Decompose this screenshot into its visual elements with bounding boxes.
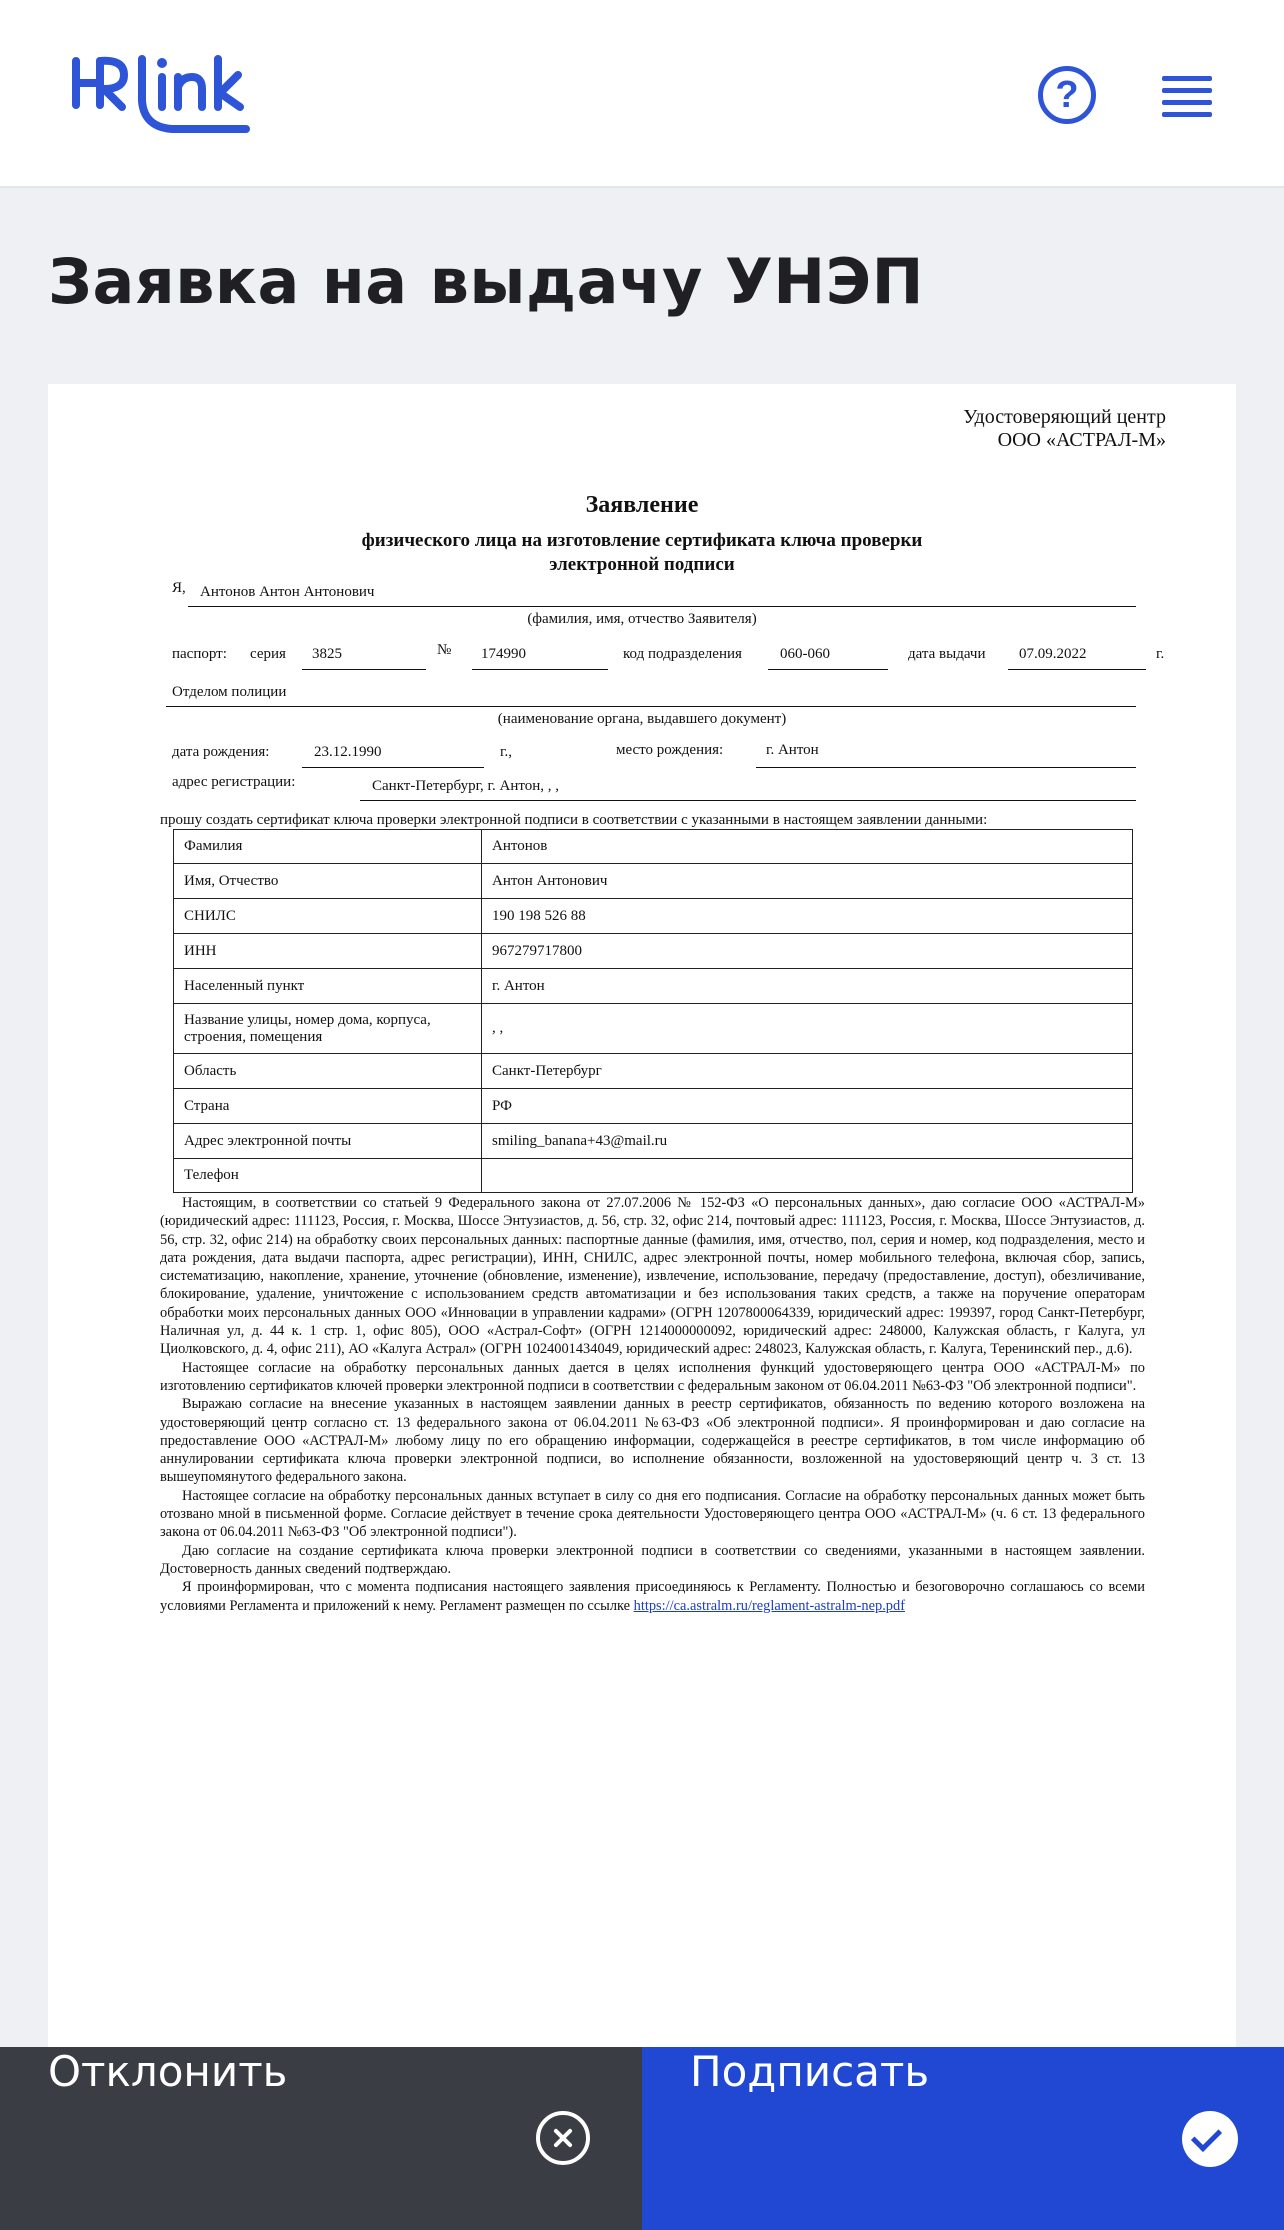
passport-number: 174990 xyxy=(481,646,526,662)
passport-label: паспорт: xyxy=(172,646,227,662)
table-key: Фамилия xyxy=(174,830,482,864)
table-key: Имя, Отчество xyxy=(174,864,482,899)
help-icon[interactable]: ? xyxy=(1038,66,1096,124)
table-value: 190 198 526 88 xyxy=(482,899,1133,934)
consent-paragraph: Настоящее согласие на обработку персональных данных дается в целях исполнения функций удостоверяющего центра ООО «АСТРАЛ-М» по изготовлению сертификатов ключей проверки электронной подписи в соответствии с федеральным законом от 06.04.2011 №63-ФЗ "Об электронной подписи". xyxy=(160,1359,1145,1394)
reg-address: Санкт-Петербург, г. Антон, , , xyxy=(372,778,560,794)
doc-title: Заявление xyxy=(585,492,699,518)
table-value: Санкт-Петербург xyxy=(482,1054,1133,1089)
birth-year-suffix: г., xyxy=(500,744,512,760)
issuer-caption: (наименование органа, выдавшего документ) xyxy=(497,711,787,727)
division-code-label: код подразделения xyxy=(623,646,742,662)
request-text: прошу создать сертификат ключа проверки электронной подписи в соответствии с указанными в настоящем заявлении данными: xyxy=(160,812,988,828)
table-row xyxy=(174,934,1133,969)
doc-subtitle xyxy=(48,529,1236,577)
reject-label: Отклонить xyxy=(48,2047,288,2096)
reg-address-label: адрес регистрации: xyxy=(172,774,296,790)
table-value: smiling_banana+43@mail.ru xyxy=(482,1124,1133,1159)
table-value xyxy=(482,1159,1133,1193)
applicant-data-table xyxy=(173,829,1133,1193)
consent-paragraph: Выражаю согласие на внесение указанных в настоящем заявлении данных в реестр сертификатов, обязанность по ведению которого возложена на удостоверяющий центр согласно ст. 13 федерального закона от 06.04.2011 №63-ФЗ «Об электронной подписи». Я проинформирован и даю согласие на предоставление ООО «АСТРАЛ-М» любому лицу по его обращению информации, содержащейся в реестре сертификатов, в том числе информацию об аннулировании сертификата ключа проверки электронной подписи, во исполнение обязанности, возложенной на удостоверяющий центр ч. 3 ст. 13 вышеупомянутого федерального закона. xyxy=(160,1396,1145,1486)
table-row xyxy=(174,830,1133,864)
table-key: Адрес электронной почты xyxy=(174,1124,482,1159)
table-row xyxy=(174,1124,1133,1159)
table-row xyxy=(174,1159,1133,1193)
check-circle-icon xyxy=(1182,2111,1238,2167)
page-title: Заявка на выдачу УНЭП xyxy=(48,245,925,318)
table-key: Страна xyxy=(174,1089,482,1124)
reglament-text: Я проинформирован, что с момента подписания настоящего заявления присоединяюсь к Регламенту. Полностью и безоговорочно соглашаюсь со всеми условиями Регламента и приложений к нему. Регламент размещен по ссылке xyxy=(160,1579,1145,1614)
fio-caption: (фамилия, имя, отчество Заявителя) xyxy=(527,611,757,627)
applicant-fio: Антонов Антон Антонович xyxy=(200,584,375,600)
close-circle-icon xyxy=(536,2111,590,2165)
doc-subtitle-line: электронной подписи xyxy=(549,554,735,575)
table-row xyxy=(174,864,1133,899)
table-row xyxy=(174,899,1133,934)
table-row xyxy=(174,1054,1133,1089)
table-value: г. Антон xyxy=(482,969,1133,1004)
birth-place: г. Антон xyxy=(766,742,819,758)
passport-series: 3825 xyxy=(312,646,342,662)
table-row xyxy=(174,969,1133,1004)
table-value: Антонов xyxy=(482,830,1133,864)
table-key: СНИЛС xyxy=(174,899,482,934)
issue-date-label: дата выдачи xyxy=(908,646,986,662)
table-row xyxy=(174,1089,1133,1124)
table-key: Телефон xyxy=(174,1159,482,1193)
ya-label: Я, xyxy=(172,580,186,596)
birth-date-label: дата рождения: xyxy=(172,744,270,760)
table-value: 967279717800 xyxy=(482,934,1133,969)
table-row xyxy=(174,1004,1133,1054)
birth-date: 23.12.1990 xyxy=(314,744,382,760)
year-suffix: г. xyxy=(1156,646,1165,662)
addressee-line: Удостоверяющий центр xyxy=(963,406,1166,428)
table-value: Антон Антонович xyxy=(482,864,1133,899)
division-code: 060-060 xyxy=(780,646,830,662)
consent-paragraph: Даю согласие на создание сертификата ключа проверки электронной подписи в соответствии со сведениями, указанными в настоящем заявлении. Достоверность данных сведений подтверждаю. xyxy=(160,1542,1145,1577)
passport-issuer: Отделом полиции xyxy=(172,684,287,700)
table-value: , , xyxy=(482,1004,1133,1054)
series-label: серия xyxy=(250,646,286,662)
number-label: № xyxy=(437,642,452,658)
table-key: Населенный пункт xyxy=(174,969,482,1004)
table-key: ИНН xyxy=(174,934,482,969)
birth-place-label: место рождения: xyxy=(616,742,724,758)
reglament-link[interactable]: https://ca.astralm.ru/reglament-astralm-nep.pdf xyxy=(633,1597,905,1614)
table-value: РФ xyxy=(482,1089,1133,1124)
reject-button[interactable] xyxy=(0,2047,642,2230)
sign-label: Подписать xyxy=(690,2047,930,2096)
table-key: Область xyxy=(174,1054,482,1089)
addressee-line: ООО «АСТРАЛ-М» xyxy=(997,429,1166,451)
sign-button[interactable] xyxy=(642,2047,1284,2230)
document-preview[interactable] xyxy=(48,384,1236,2050)
consent-paragraph: Настоящим, в соответствии со статьей 9 Федерального закона от 27.07.2006 № 152-ФЗ «О персональных данных», даю согласие ООО «АСТРАЛ-М» (юридический адрес: 111123, Россия, г. Москва, Шоссе Энтузиастов, д. 56, стр. 32, офис 214, почтовый адрес: 111123, Россия, г. Москва, Шоссе Энтузиастов, д. 56, стр. 32, офис 214) на обработку своих персональных данных: паспортные данные (фамилия, имя, отчество, пол, серия и номер, код подразделения, место и дата рождения, дата выдачи паспорта, адрес регистрации), ИНН, СНИЛС, адрес электронной почты, номер мобильного телефона, включая сбор, запись, систематизацию, накопление, хранение, уточнение (обновление, изменение), извлечение, использование, передачу (предоставление, доступ), обезличивание, блокирование, удаление, уничтожение с использованием средств автоматизации и без использования таких средств, а также на поручение операторам обработки моих персональных данных ООО «Инновации в управлении кадрами» (ОГРН 1207800064339, юридический адрес: 199397, город Санкт-Петербург, Наличная ул, д. 44 к. 1 стр. 1, офис 805), ООО «Астрал-Софт» (ОГРН 1214000000092, юридический адрес: 248000, Калужская область, г Калуга, ул Циолковского, д. 4, офис 211), АО «Калуга Астрал» (ОГРН 1024001434049, юридический адрес: 248023, Калужская область, г. Калуга, Теренинский пер., д.6). xyxy=(160,1195,1145,1358)
hrlink-logo[interactable] xyxy=(70,55,260,135)
addressee xyxy=(963,406,1166,452)
consent-paragraph xyxy=(160,1578,1145,1615)
app-header xyxy=(0,0,1284,188)
doc-subtitle-line: физического лица на изготовление сертификата ключа проверки xyxy=(361,530,923,551)
consent-text xyxy=(160,1194,1145,1615)
issue-date: 07.09.2022 xyxy=(1019,646,1087,662)
hamburger-menu-icon[interactable] xyxy=(1162,76,1212,116)
consent-paragraph: Настоящее согласие на обработку персональных данных вступает в силу со дня его подписания. Согласие на обработку персональных данных может быть отозвано мной в письменной форме. Согласие действует в течение срока деятельности Удостоверяющего центра ООО «АСТРАЛ-М» (ч. 6 ст. 13 федерального закона от 06.04.2011 №63-ФЗ "Об электронной подписи"). xyxy=(160,1487,1145,1541)
table-key: Название улицы, номер дома, корпуса, строения, помещения xyxy=(174,1004,482,1054)
